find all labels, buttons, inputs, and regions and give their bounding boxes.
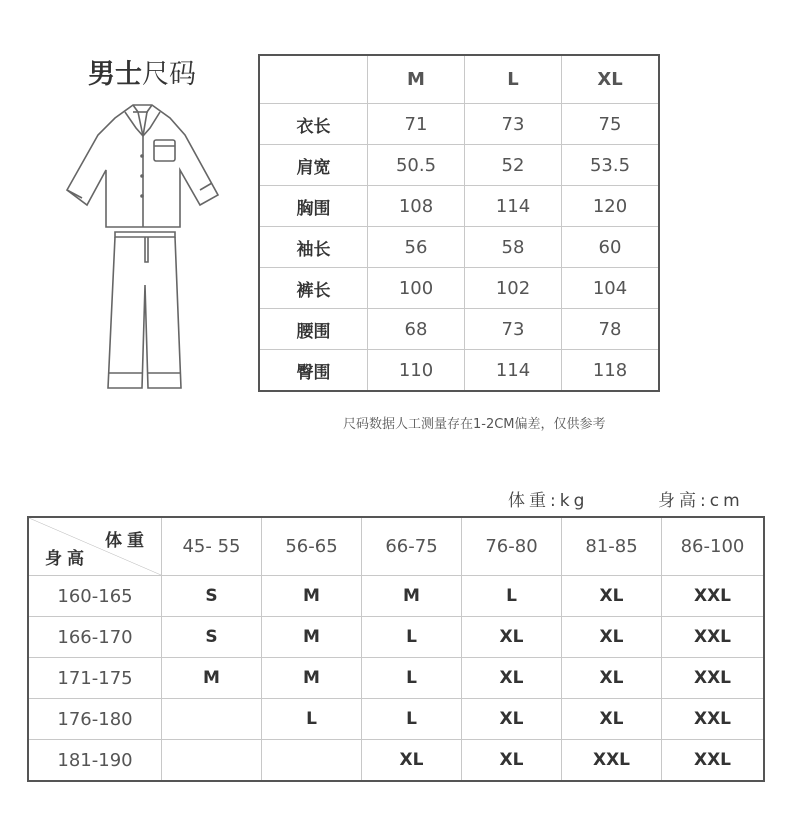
table-row: [259, 104, 659, 145]
table-row: [28, 576, 764, 617]
weight-header: 76-80: [462, 517, 562, 576]
size-cell: L: [362, 617, 462, 658]
corner-weight-label: 体重: [105, 531, 149, 551]
size-cell: [162, 740, 262, 782]
table-row: [28, 699, 764, 740]
size-cell: L: [262, 699, 362, 740]
size-cell: XL: [562, 617, 662, 658]
table-row: [259, 350, 659, 392]
size-cell: XL: [462, 699, 562, 740]
cell: 75: [562, 104, 660, 145]
cell: 68: [368, 309, 465, 350]
size-cell: XXL: [662, 576, 765, 617]
header-cell: L: [465, 55, 562, 104]
size-cell: XXL: [662, 740, 765, 782]
cell: 56: [368, 227, 465, 268]
cell: 58: [465, 227, 562, 268]
size-cell: XXL: [662, 658, 765, 699]
title-bold: 男士: [88, 59, 142, 90]
table-row: [28, 617, 764, 658]
cell: 100: [368, 268, 465, 309]
size-cell: XL: [462, 617, 562, 658]
cell: 114: [465, 350, 562, 392]
size-cell: XL: [562, 576, 662, 617]
corner-cell: [28, 517, 162, 576]
size-cell: XL: [562, 658, 662, 699]
size-cell: [262, 740, 362, 782]
corner-height-label: 身高: [45, 549, 89, 569]
weight-header: 81-85: [562, 517, 662, 576]
pajama-illustration: [60, 100, 230, 400]
cell: 118: [562, 350, 660, 392]
cell: 73: [465, 309, 562, 350]
table-row: [28, 740, 764, 782]
cell: 53.5: [562, 145, 660, 186]
size-cell: XL: [562, 699, 662, 740]
size-cell: XL: [462, 740, 562, 782]
header-cell: M: [368, 55, 465, 104]
cell: 60: [562, 227, 660, 268]
cell: 50.5: [368, 145, 465, 186]
size-cell: S: [162, 617, 262, 658]
size-cell: XXL: [662, 699, 765, 740]
page-title: [88, 52, 196, 91]
row-label: 臀围: [259, 350, 368, 392]
cell: 71: [368, 104, 465, 145]
height-label: 171-175: [28, 658, 162, 699]
height-unit: 身高:cm: [658, 491, 744, 511]
size-cell: L: [362, 658, 462, 699]
size-cell: M: [162, 658, 262, 699]
table-row: [259, 186, 659, 227]
size-cell: L: [362, 699, 462, 740]
cell: 78: [562, 309, 660, 350]
row-label: 胸围: [259, 186, 368, 227]
weight-header: 86-100: [662, 517, 765, 576]
table-header-row: [259, 55, 659, 104]
size-cell: XXL: [662, 617, 765, 658]
cell: 108: [368, 186, 465, 227]
weight-header: 45- 55: [162, 517, 262, 576]
size-cell: M: [362, 576, 462, 617]
title-normal: 尺码: [142, 59, 196, 90]
size-cell: M: [262, 576, 362, 617]
weight-header: 56-65: [262, 517, 362, 576]
cell: 120: [562, 186, 660, 227]
size-recommendation-table: [27, 516, 765, 782]
height-label: 181-190: [28, 740, 162, 782]
row-label: 肩宽: [259, 145, 368, 186]
height-label: 160-165: [28, 576, 162, 617]
height-label: 176-180: [28, 699, 162, 740]
cell: 104: [562, 268, 660, 309]
row-label: 裤长: [259, 268, 368, 309]
size-cell: S: [162, 576, 262, 617]
row-label: 衣长: [259, 104, 368, 145]
cell: 73: [465, 104, 562, 145]
height-label: 166-170: [28, 617, 162, 658]
cell: 52: [465, 145, 562, 186]
row-label: 腰围: [259, 309, 368, 350]
table-row: [259, 145, 659, 186]
row-label: 袖长: [259, 227, 368, 268]
table-row: [259, 309, 659, 350]
table-header-row: [28, 517, 764, 576]
size-cell: XL: [462, 658, 562, 699]
size-cell: [162, 699, 262, 740]
size-cell: M: [262, 617, 362, 658]
size-cell: M: [262, 658, 362, 699]
size-cell: XL: [362, 740, 462, 782]
header-cell: [259, 55, 368, 104]
cell: 110: [368, 350, 465, 392]
weight-header: 66-75: [362, 517, 462, 576]
size-cell: L: [462, 576, 562, 617]
table-row: [259, 227, 659, 268]
table-row: [28, 658, 764, 699]
cell: 102: [465, 268, 562, 309]
measurement-note: 尺码数据人工测量存在1-2CM偏差，仅供参考: [343, 417, 606, 432]
measurement-table: [258, 54, 660, 392]
size-cell: XXL: [562, 740, 662, 782]
table-row: [259, 268, 659, 309]
header-cell: XL: [562, 55, 660, 104]
weight-unit: 体重:kg: [508, 491, 589, 511]
cell: 114: [465, 186, 562, 227]
